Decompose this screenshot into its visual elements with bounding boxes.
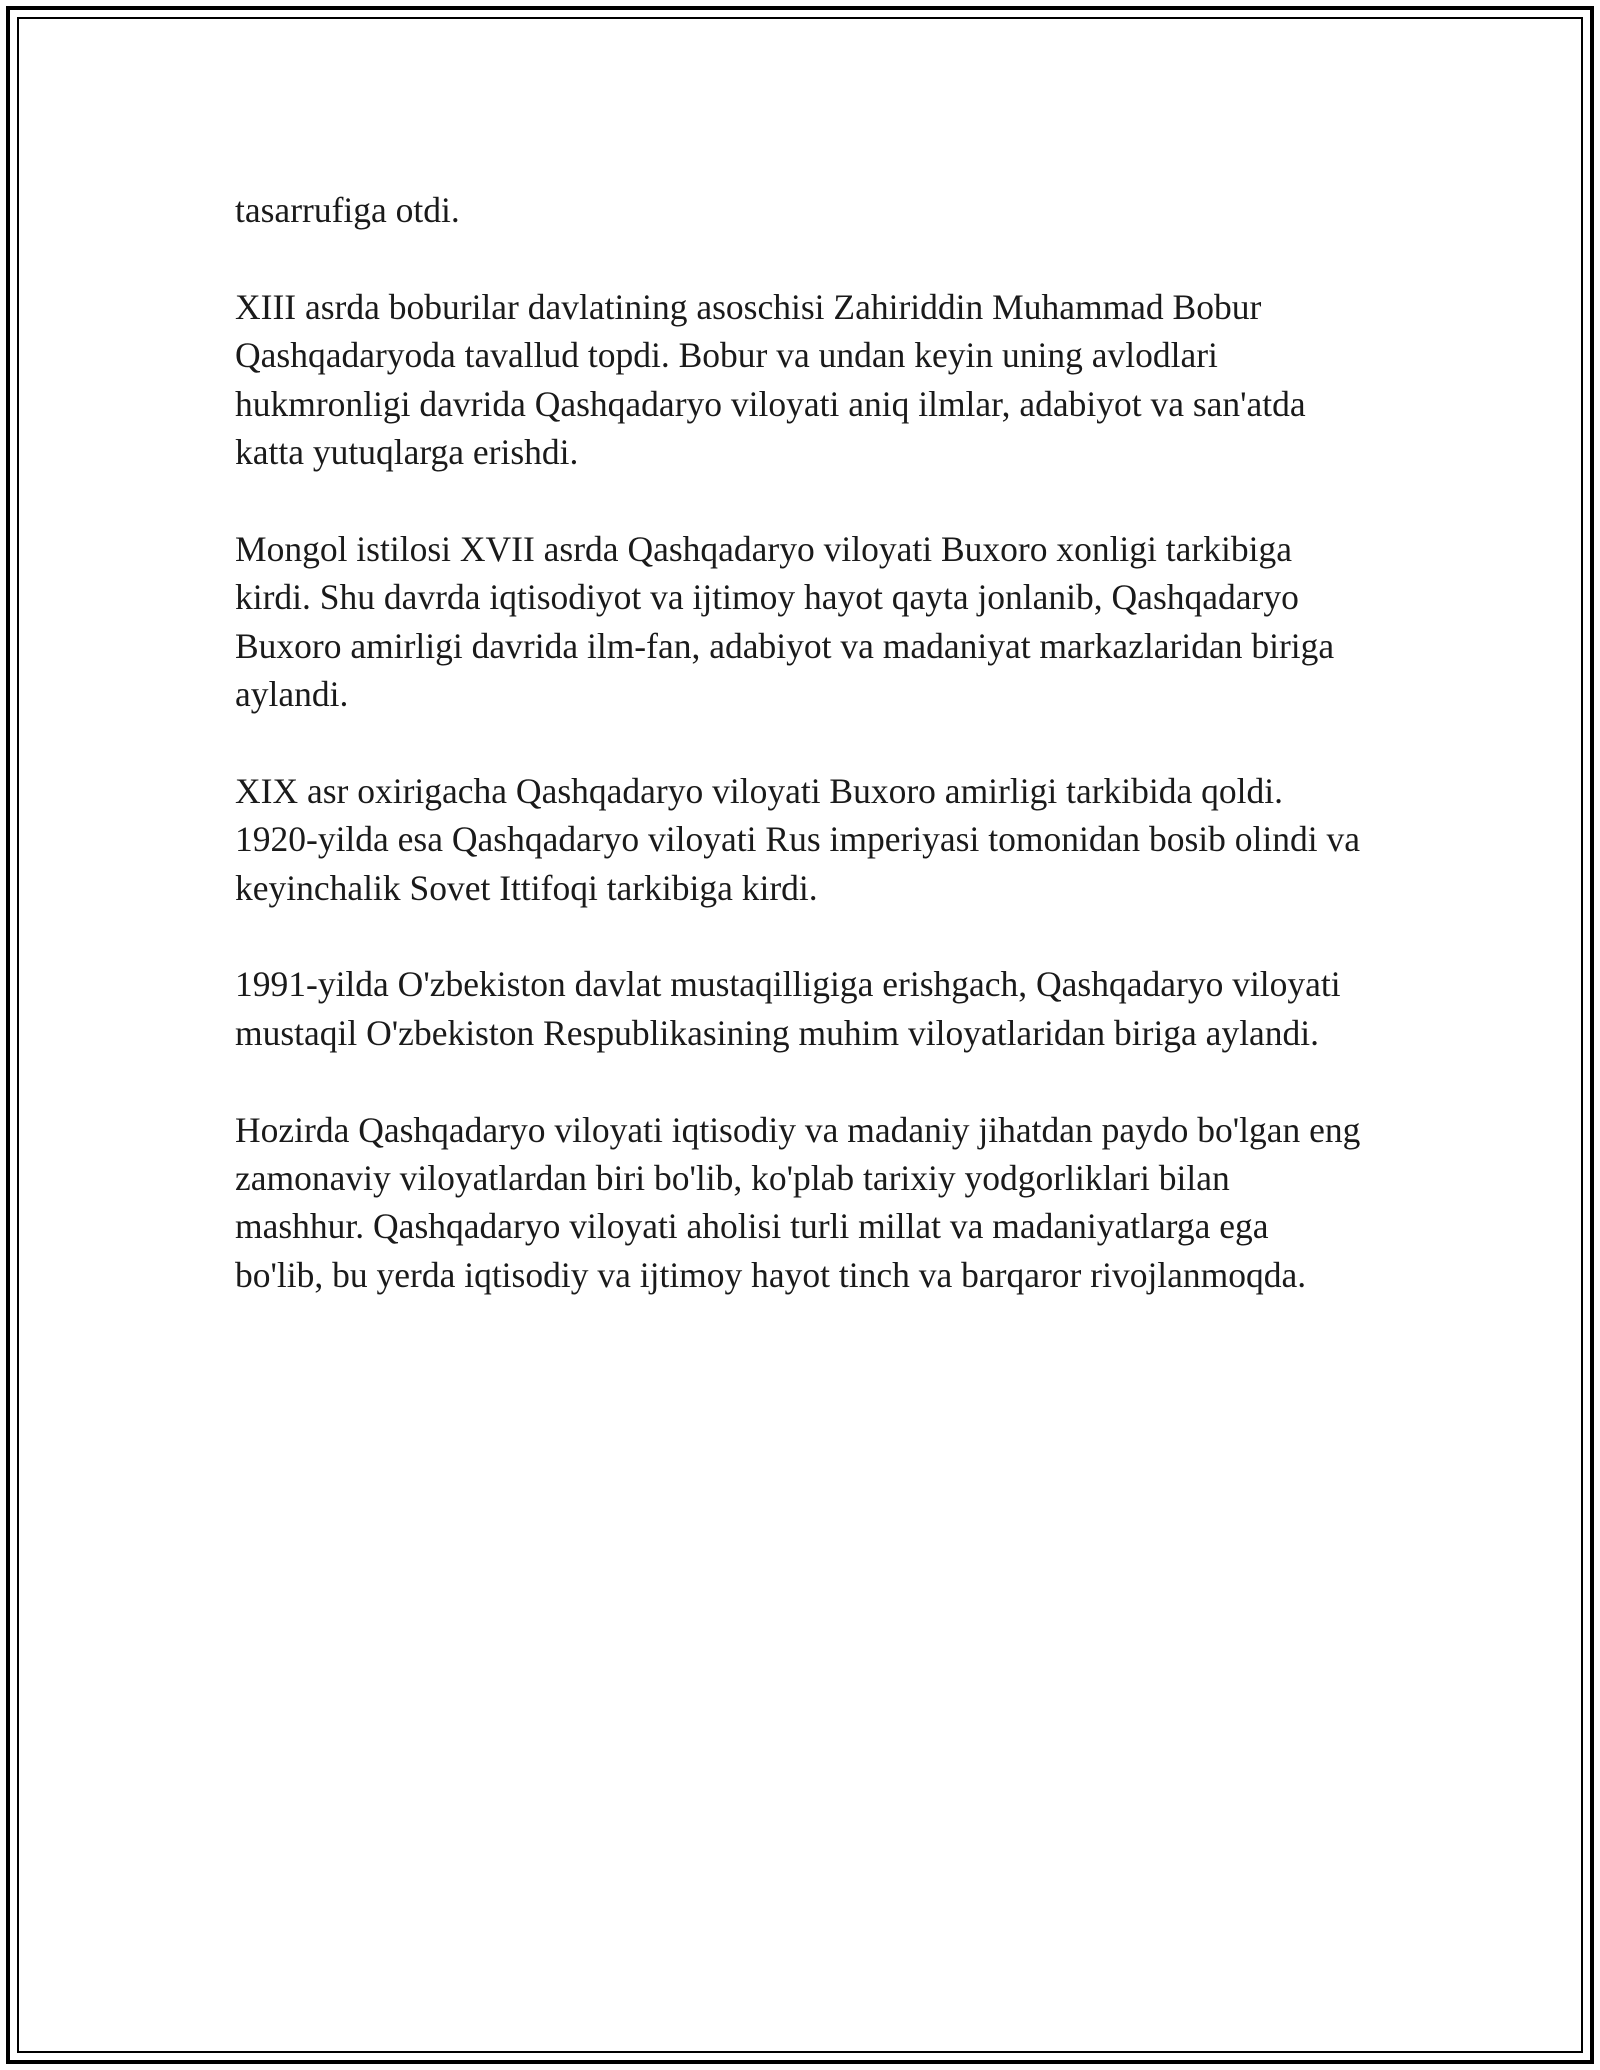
- paragraph-bukhara-khanate: Mongol istilosi XVII asrda Qashqadaryo viloyati Buxoro xonligi tarkibiga kirdi. Shu davrda iqtisodiyot va ijtimoy hayot qayta jonlanib, Qashqadaryo Buxoro amirligi davrida ilm-fan, adabiyot va madaniyat markazlaridan biriga aylandi.: [235, 528, 1335, 715]
- document-body: [235, 186, 1365, 1348]
- paragraph-present-day: Hozirda Qashqadaryo viloyati iqtisodiy va madaniy jihatdan paydo bo'lgan eng zamonaviy viloyatlardan biri bo'lib, ko'plab tarixiy yodgorliklari bilan mashhur. Qashqadaryo viloyati aholisi turli millat va madaniyatlarga ega bo'lib, bu yerda iqtisodiy va ijtimoy hayot tinch va barqaror rivojlanmoqda.: [235, 1109, 1361, 1295]
- paragraph-babur: XIII asrda boburilar davlatining asoschisi Zahiriddin Muhammad Bobur Qashqadaryoda tavallud topdi. Bobur va undan keyin uning avlodlari hukmronligi davrida Qashqadaryo viloyati aniq ilmlar, adabiyot va san'atda katta yutuqlarga erishdi.: [235, 286, 1306, 473]
- paragraph-continuation: tasarrufiga otdi.: [235, 190, 460, 230]
- paragraph-independence: 1991-yilda O'zbekiston davlat mustaqilligiga erishgach, Qashqadaryo viloyati mustaqil O'zbekiston Respublikasining muhim viloyatlaridan biriga aylandi.: [235, 964, 1341, 1053]
- paragraph-russian-empire: XIX asr oxirigacha Qashqadaryo viloyati Buxoro amirligi tarkibida qoldi. 1920-yilda esa Qashqadaryo viloyati Rus imperiyasi tomonidan bosib olindi va keyinchalik Sovet Ittifoqi tarkibiga kirdi.: [235, 770, 1360, 908]
